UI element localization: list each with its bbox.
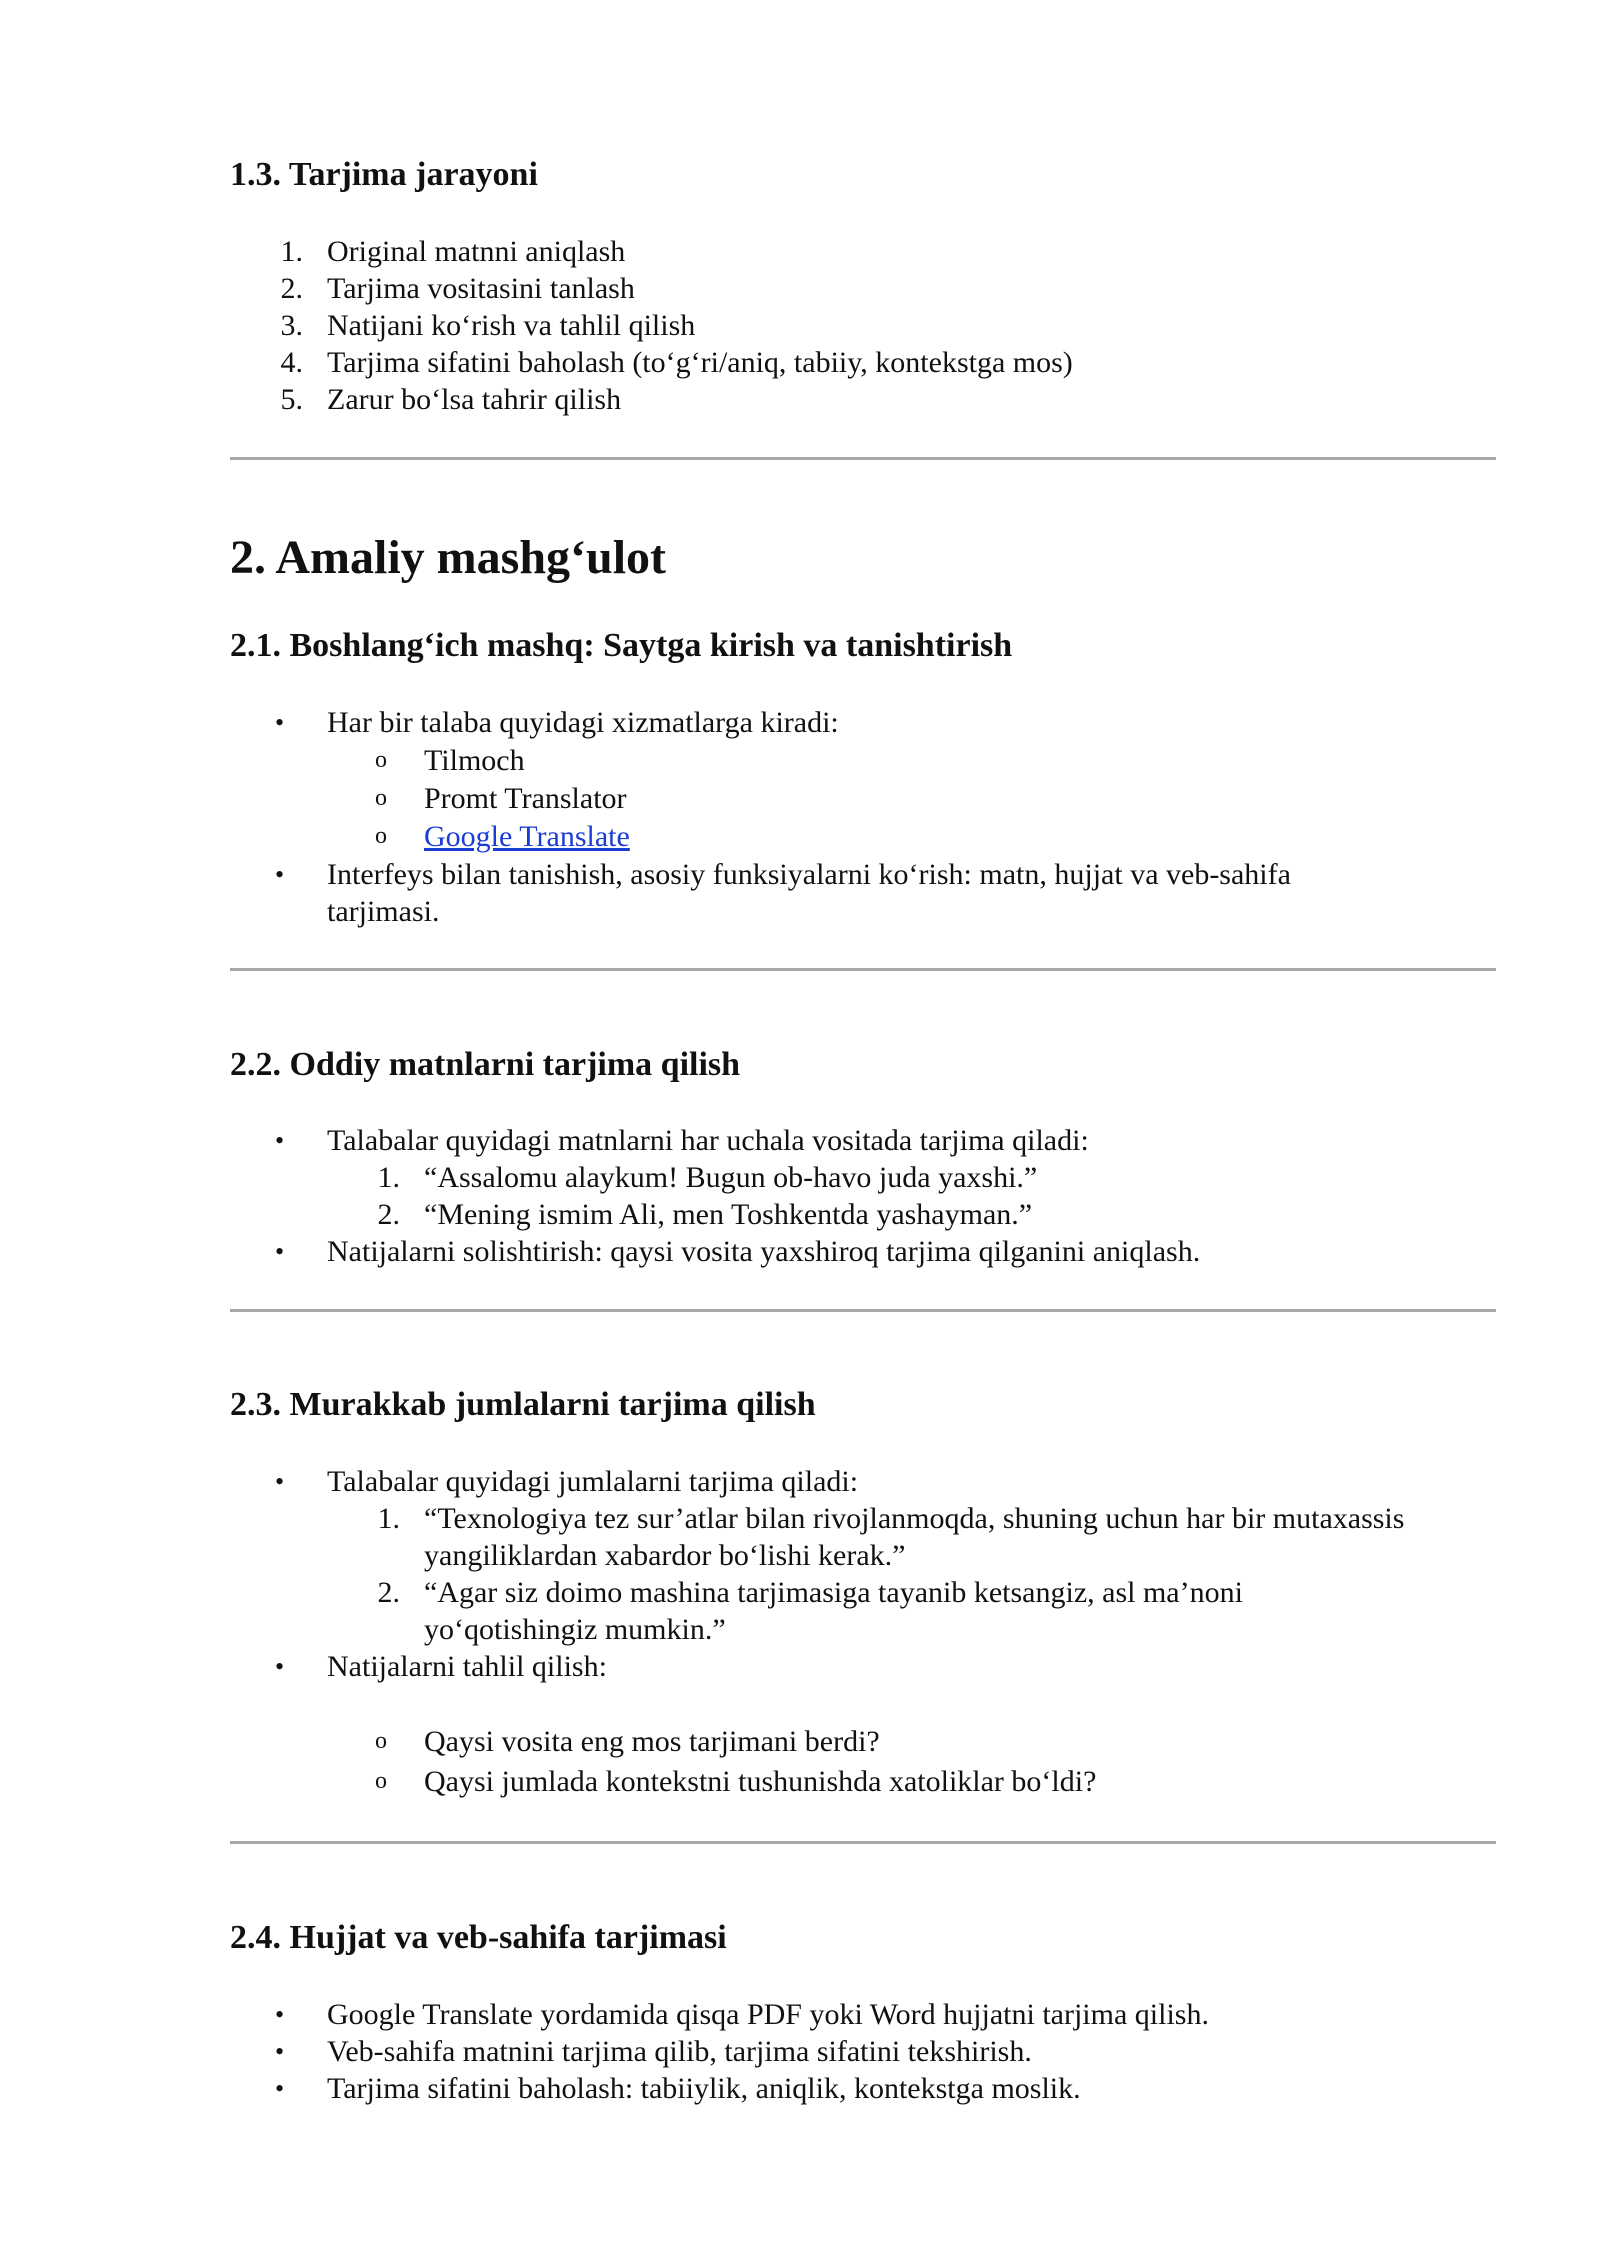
sentence-item-continuation: yangiliklardan xabardor bo‘lishi kerak.” — [424, 1539, 906, 1572]
section-1-3-heading: 1.3. Tarjima jarayoni — [230, 156, 538, 193]
service-tilmoch: Tilmoch — [424, 744, 525, 777]
bullet-dot: • — [275, 2000, 285, 2029]
list-item: Talabalar quyidagi jumlalarni tarjima qiladi: — [327, 1465, 859, 1498]
sentence-item: “Texnologiya tez sur’atlar bilan rivojlanmoqda, shuning uchun har bir mutaxassis — [424, 1502, 1405, 1535]
section-2-1-heading: 2.1. Boshlang‘ich mashq: Saytga kirish va tanishtirish — [230, 627, 1013, 664]
list-item: Natijani ko‘rish va tahlil qilish — [327, 309, 696, 342]
bullet-dot: • — [275, 1467, 285, 1496]
sentence-item-continuation: yo‘qotishingiz mumkin.” — [424, 1613, 726, 1646]
list-item: Natijalarni tahlil qilish: — [327, 1650, 607, 1683]
list-number: 4. — [280, 346, 303, 379]
list-number: 1. — [280, 235, 303, 268]
horizontal-rule — [230, 968, 1496, 971]
horizontal-rule — [230, 1309, 1496, 1312]
circle-marker: o — [375, 1768, 387, 1794]
circle-marker: o — [375, 1728, 387, 1754]
list-number: 1. — [377, 1161, 400, 1194]
bullet-dot: • — [275, 1237, 285, 1266]
google-translate-link[interactable]: Google Translate — [424, 820, 630, 853]
horizontal-rule — [230, 457, 1496, 460]
bullet-dot: • — [275, 708, 285, 737]
bullet-dot: • — [275, 1652, 285, 1681]
question-item: Qaysi jumlada kontekstni tushunishda xatoliklar bo‘ldi? — [424, 1765, 1097, 1798]
list-item: Zarur bo‘lsa tahrir qilish — [327, 383, 622, 416]
circle-marker: o — [375, 823, 387, 849]
list-item: Interfeys bilan tanishish, asosiy funksiyalarni ko‘rish: matn, hujjat va veb-sahifa — [327, 858, 1291, 891]
list-item: Har bir talaba quyidagi xizmatlarga kiradi: — [327, 706, 839, 739]
list-item: Original matnni aniqlash — [327, 235, 626, 268]
list-number: 2. — [377, 1198, 400, 1231]
question-item: Qaysi vosita eng mos tarjimani berdi? — [424, 1725, 880, 1758]
circle-marker: o — [375, 747, 387, 773]
service-promt: Promt Translator — [424, 782, 627, 815]
list-item-continuation: tarjimasi. — [327, 895, 440, 928]
list-item: Veb-sahifa matnini tarjima qilib, tarjima sifatini tekshirish. — [327, 2035, 1032, 2068]
list-number: 3. — [280, 309, 303, 342]
horizontal-rule — [230, 1841, 1496, 1844]
list-item: Tarjima sifatini baholash: tabiiylik, aniqlik, kontekstga moslik. — [327, 2072, 1081, 2105]
list-number: 2. — [280, 272, 303, 305]
bullet-dot: • — [275, 860, 285, 889]
bullet-dot: • — [275, 2037, 285, 2066]
list-item: Google Translate yordamida qisqa PDF yoki Word hujjatni tarjima qilish. — [327, 1998, 1209, 2031]
section-2-heading: 2. Amaliy mashg‘ulot — [230, 531, 667, 584]
list-item: Tarjima vositasini tanlash — [327, 272, 635, 305]
bullet-dot: • — [275, 2074, 285, 2103]
list-number: 5. — [280, 383, 303, 416]
sentence-item: “Mening ismim Ali, men Toshkentda yashayman.” — [424, 1198, 1033, 1231]
list-item: Tarjima sifatini baholash (to‘g‘ri/aniq, tabiiy, kontekstga mos) — [327, 346, 1073, 379]
sentence-item: “Assalomu alaykum! Bugun ob-havo juda yaxshi.” — [424, 1161, 1038, 1194]
bullet-dot: • — [275, 1126, 285, 1155]
circle-marker: o — [375, 785, 387, 811]
list-number: 2. — [377, 1576, 400, 1609]
list-item: Talabalar quyidagi matnlarni har uchala vositada tarjima qiladi: — [327, 1124, 1089, 1157]
list-number: 1. — [377, 1502, 400, 1535]
sentence-item: “Agar siz doimo mashina tarjimasiga tayanib ketsangiz, asl ma’noni — [424, 1576, 1243, 1609]
list-item: Natijalarni solishtirish: qaysi vosita yaxshiroq tarjima qilganini aniqlash. — [327, 1235, 1201, 1268]
section-2-3-heading: 2.3. Murakkab jumlalarni tarjima qilish — [230, 1386, 816, 1423]
section-2-2-heading: 2.2. Oddiy matnlarni tarjima qilish — [230, 1046, 741, 1083]
section-2-4-heading: 2.4. Hujjat va veb-sahifa tarjimasi — [230, 1919, 727, 1956]
